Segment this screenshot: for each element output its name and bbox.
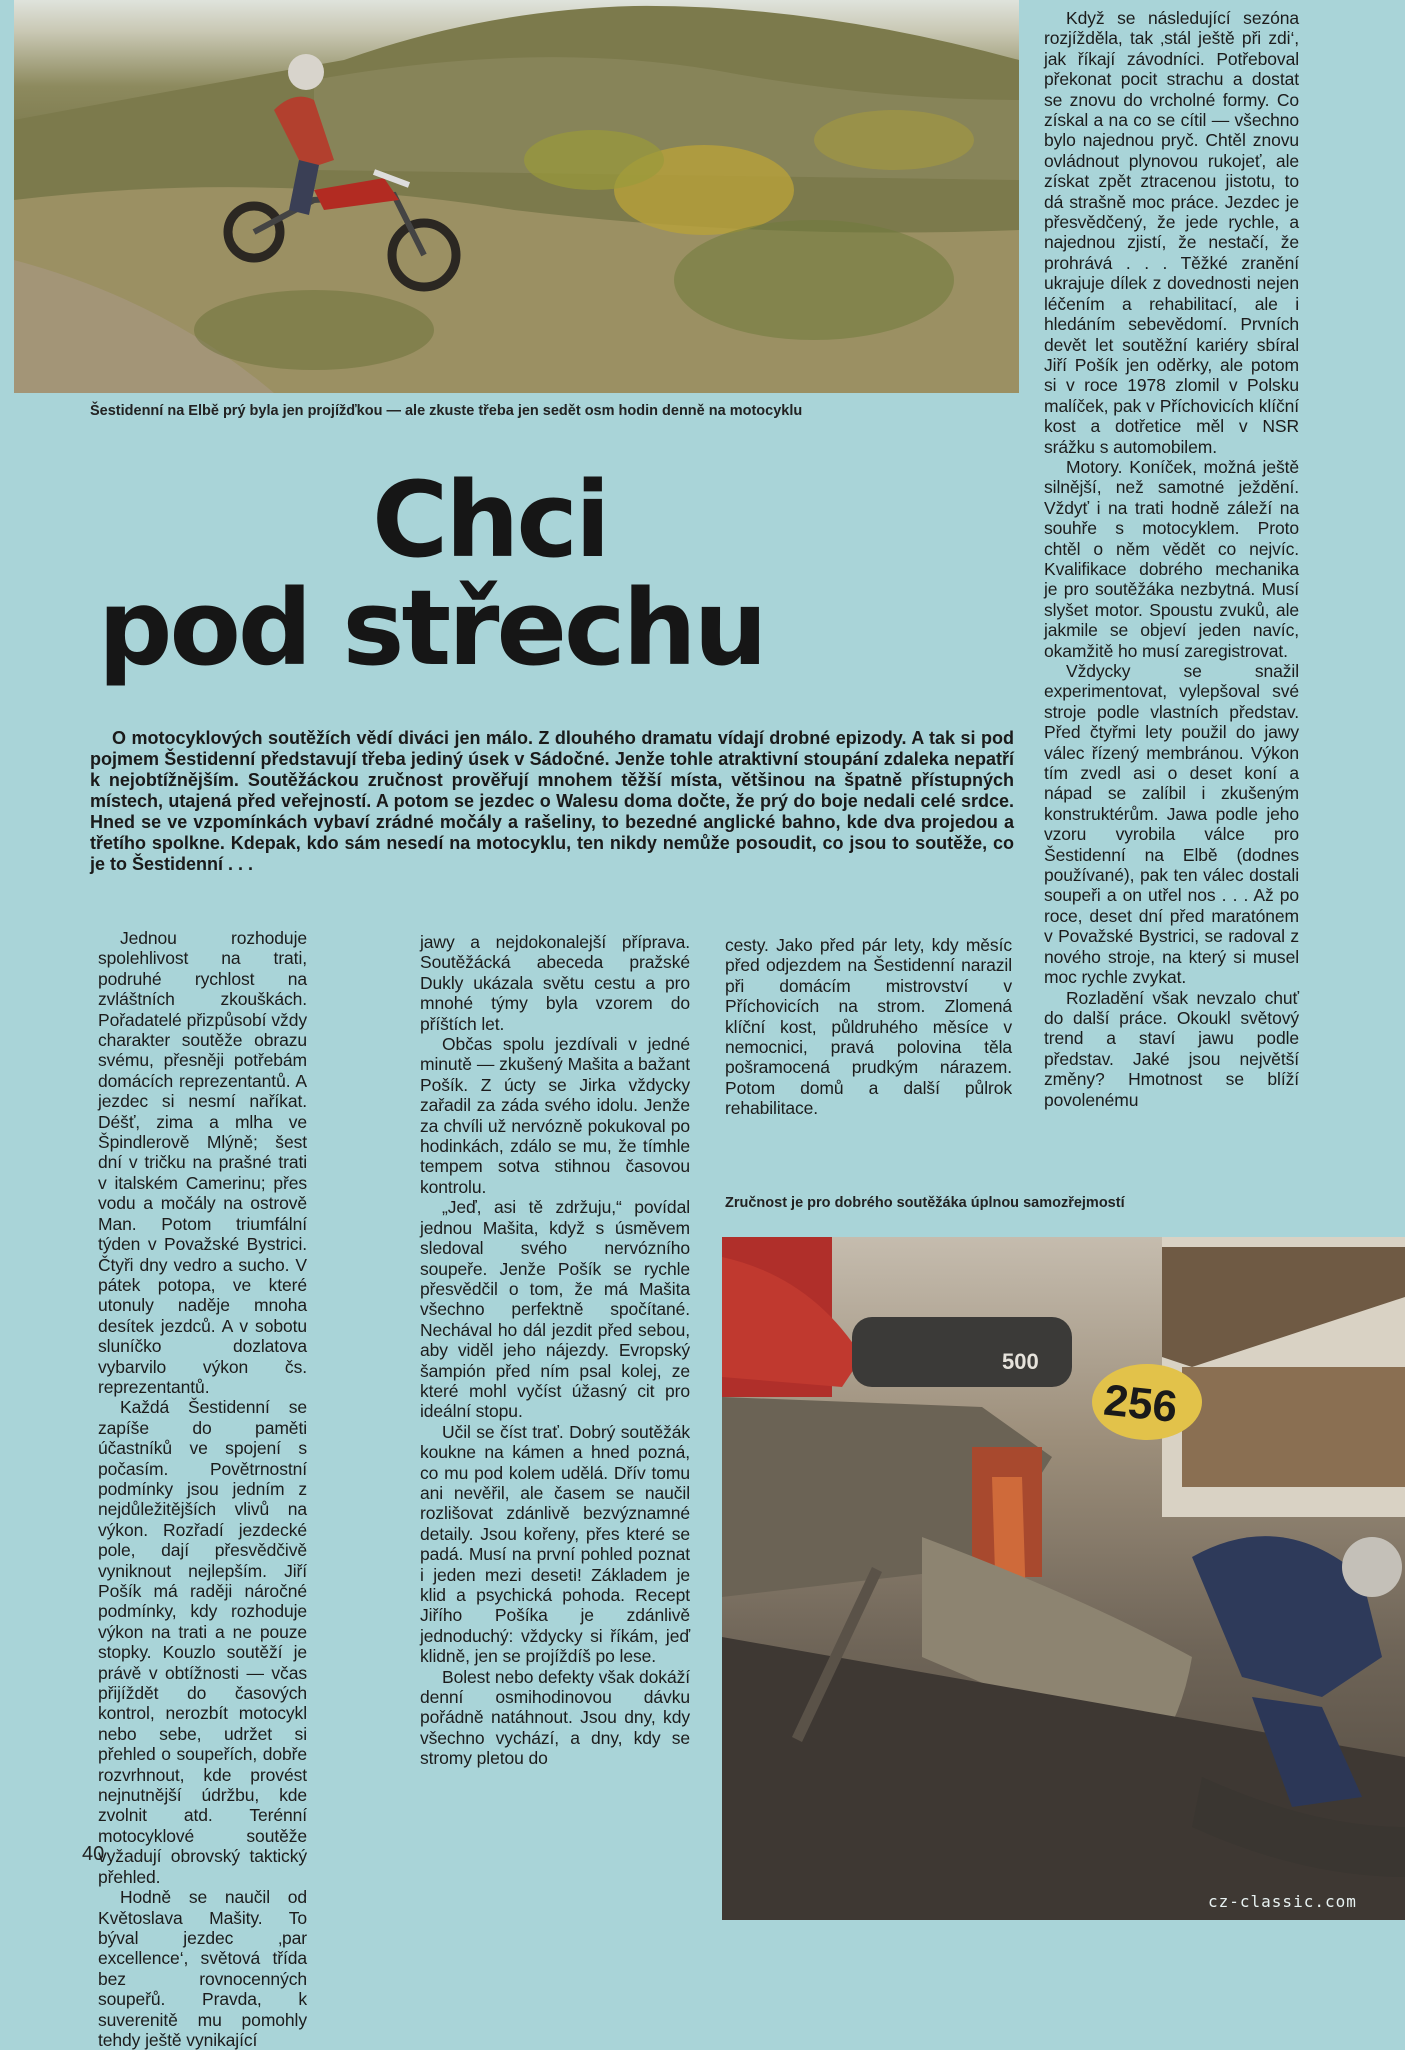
body-column-1 xyxy=(98,928,307,2050)
headline-line2: pod střechu xyxy=(98,567,765,689)
paragraph: „Jeď, asi tě zdržuju,“ povídal jednou Mašita, když s úsměvem sledoval svého nervózního soupeře. Jenže Pošík se rychle přesvědčil o tom, že má Mašita všechno perfektně spočítané. Nechával ho dál jezdit před sebou, aby viděl jeho nájezdy. Evropský šampión před ním psal kolej, ze které mohl vyčíst úžasný cit pro ideální stopu. xyxy=(420,1197,690,1422)
paragraph: Bolest nebo defekty však dokáží denní osmihodinovou dávku pořádně natáhnout. Jsou dny, kdy všechno vychází, a dny, kdy se stromy pletou do xyxy=(420,1666,690,1769)
paragraph: Občas spolu jezdívali v jedné minutě — zkušený Mašita a bažant Pošík. Z úcty se Jirka vždycky zařadil za záda svého idolu. Jenže za chvíli už nervózně pokukoval po hodinkách, zdálo se mu, že tímhle tempem sotva stihnou časovou kontrolu. xyxy=(420,1034,690,1197)
paragraph: Hodně se naučil od Květoslava Mašity. To býval jezdec ‚par excellence‘, světová třída bez rovnocenných soupeřů. Pravda, k suverenitě mu pomohly tehdy ještě vynikající xyxy=(98,1887,307,2050)
start-number: 256 xyxy=(1101,1375,1180,1433)
body-column-2 xyxy=(420,932,690,1769)
page-number: 40 xyxy=(82,1843,105,1865)
paragraph: Jednou rozhoduje spolehlivost na trati, podruhé rychlost na zvláštních zkouškách. Pořadatelé přizpůsobí vždy charakter soutěže obrazu svému, přesněji potřebám domácích reprezentantů. A jezdec si nesmí naříkat. Déšť, zima a mlha ve Špindlerově Mlýně; šest dní v tričku na prašné trati v italském Camerinu; přes vodu a močály na ostrově Man. Potom triumfální týden v Považské Bystrici. Čtyři dny vedro a sucho. V pátek potopa, ve které utonuly naděje mnoha desítek jezdců. A v sobotu sluníčko dozlatova vybarvilo výkon čs. reprezentantů. xyxy=(98,928,307,1397)
headline-line1: Chci xyxy=(372,459,608,581)
body-column-4 xyxy=(1044,8,1299,1110)
photo-motorcycle-hill xyxy=(14,0,1019,393)
lead-paragraph xyxy=(90,728,1014,875)
top-photo-caption: Šestidenní na Elbě prý byla jen projížďkou — ale zkuste třeba jen sedět osm hodin denně na motocyklu xyxy=(90,403,803,419)
photo-motorcycle-repair-graphic xyxy=(722,1237,1405,1920)
tank-mark: 500 xyxy=(1002,1349,1039,1374)
photo-motorcycle-repair xyxy=(722,1237,1405,1920)
paragraph: Rozladění však nevzalo chuť do další práce. Okoukl světový trend a staví jawu podle představ. Jaké jsou největší změny? Hmotnost se blíží povolenému xyxy=(1044,987,1299,1110)
bottom-photo-caption: Zručnost je pro dobrého soutěžáka úplnou samozřejmostí xyxy=(725,1195,1125,1211)
paragraph: Vždycky se snažil experimentovat, vylepšoval své stroje podle vlastních představ. Před čtyřmi lety použil do jawy válec řízený membránou. Výkon tím zvedl asi o deset koní a nápad se zalíbil i zkušeným konstruktérům. Jawa podle jeho vzoru vyrobila válce pro Šestidenní na Elbě (dodnes používané), pak ten válec dostali soupeři a on utřel nos . . . Až po roce, deset dní před maratónem v Považské Bystrici, se radoval z nového stroje, na který si musel moc rychle zvykat. xyxy=(1044,661,1299,988)
paragraph: Když se následující sezóna rozjížděla, tak ‚stál ještě při zdi‘, jak říkají závodníci. Potřeboval překonat pocit strachu a dostat se znovu do vrcholné formy. Co získal a na co se cítil — všechno bylo najednou pryč. Chtěl znovu ovládnout plynovou rukojeť, ale získat zpět ztracenou jistotu, to dá strašně moc práce. Jezdec je přesvědčený, že jede rychle, a najednou zjistí, že nestačí, že prohrává . . . Těžké zranění ukrajuje dílek z dovednosti nejen léčením a rehabilitací, ale i hledáním sebevědomí. Prvních devět let soutěžní kariéry sbíral Jiří Pošík jen oděrky, ale potom si v roce 1978 zlomil v Polsku malíček, pak v Příchovicích klíční kost a dotřetice měl v NSR srážku s automobilem. xyxy=(1044,8,1299,457)
body-column-3 xyxy=(725,935,1012,1119)
paragraph: Učil se číst trať. Dobrý soutěžák koukne na kámen a hned pozná, co mu pod kolem udělá. Dřív tomu ani nevěřil, ale časem se naučil rozlišovat zdánlivě bezvýznamné detaily. Jsou kořeny, přes které se padá. Musí na první pohled poznat i jeden mezi deseti! Základem je klid a psychická pohoda. Recept Jiřího Pošíka je zdánlivě jednoduchý: vždycky si říkám, jeď klidně, jen se projíždíš po lese. xyxy=(420,1421,690,1667)
paragraph: jawy a nejdokonalejší příprava. Soutěžácká abeceda pražské Dukly ukázala světu cestu a pro mnohé týmy byla vzorem do příštích let. xyxy=(420,932,690,1034)
paragraph: Motory. Koníček, možná ještě silnější, než samotné ježdění. Vždyť i na trati hodně záleží na souhře s motocyklem. Proto chtěl o něm vědět co nejvíc. Kvalifikace dobrého mechanika je pro soutěžáka nezbytná. Musí slyšet motor. Spoustu zvuků, ale jakmile se objeví jeden navíc, okamžitě ho musí zaregistrovat. xyxy=(1044,456,1299,661)
watermark: cz-classic.com xyxy=(1208,1892,1357,1911)
paragraph: Každá Šestidenní se zapíše do paměti účastníků ve spojení s počasím. Povětrnostní podmínky jsou jedním z nejdůležitějších vlivů na výkon. Rozřadí jezdecké pole, dají přesvědčivě vyniknout nejlepším. Jiří Pošík má raději náročné podmínky, kdy rozhoduje výkon na trati a ne pouze stopky. Kouzlo soutěží je právě v obtížnosti — včas přijíždět do časových kontrol, nerozbít motocykl nebo sebe, udržet si přehled o soupeřích, dobře rozvrhnout, kde provést nejnutnější údržbu, kde zvolnit atd. Terénní motocyklové soutěže vyžadují obrovský taktický přehled. xyxy=(98,1397,307,1887)
lead-text: O motocyklových soutěžích vědí diváci jen málo. Z dlouhého dramatu vídají drobné epizody. A tak si pod pojmem Šestidenní představují třeba jediný úsek v Sádočné. Jenže tohle atraktivní stoupání zdaleka nepatří k nejobtížnějším. Soutěžáckou zručnost prověřují mnohem těžší místa, většinou na špatně přístupných místech, utajená před veřejností. A potom se jezdec o Walesu doma dočte, že prý do boje nedali celé srdce. Hned se ve vzpomínkách vybaví zrádné močály a rašeliny, to bezedné anglické bahno, kde dva projedou a třetího spolkne. Kdepak, kdo sám nesedí na motocyklu, ten nikdy nemůže posoudit, co jsou to soutěže, co je to Šestidenní . . . xyxy=(90,728,1014,874)
paragraph: cesty. Jako před pár lety, kdy měsíc před odjezdem na Šestidenní narazil při domácím mistrovství v Příchovicích na strom. Zlomená klíční kost, půldruhého měsíce v nemocnici, pravá polovina těla pošramocená prudkým nárazem. Potom domů a další půlrok rehabilitace. xyxy=(725,935,1012,1119)
photo-motorcycle-hill-graphic xyxy=(14,0,1019,393)
